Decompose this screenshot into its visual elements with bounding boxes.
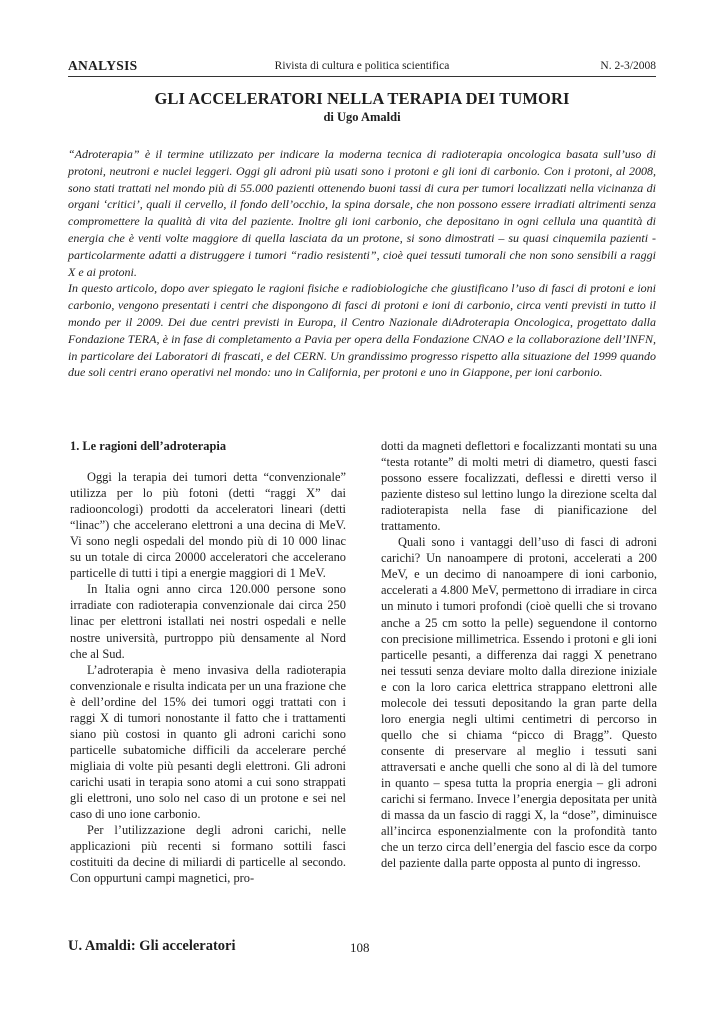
journal-name: ANALYSIS	[68, 58, 138, 73]
body-paragraph: Quali sono i vantaggi dell’uso di fasci di adroni carichi? Un nanoampere di protoni, accelerati a 200 MeV, e un decimo di nanoampere di ioni carbonio, accelerati a 4.800 MeV, permettono di irradiare in circa un minuto i tumori profondi (cioè quelli che si trovano anche a 25 cm sotto la pelle) seguendone il contorno con precisione millimetrica. Essendo i protoni e gli ioni particelle pesanti, a differenza dai raggi X penetrano nei tessuti senza deviare molto dalla direzione iniziale e con la loro carica elettrica strappano elettroni alle molecole dei tessuti depositando la gran parte della loro energia negli ultimi centimetri di percorso in quello che si chiama “picco di Bragg”. Questo consente di preservare al meglio i tessuti sani attraversati e anche quelli che sono al di là del tumore in quanto – spesa tutta la propria energia – gli adroni carichi si fermano. Invece l’energia depositata per unità di massa da un fascio di raggi X, la “dose”, diminuisce all’incirca esponenzialmente con la profondità tanto che un terzo circa dell’energia del fascio esce da corpo del paziente dalla parte opposta al punto di ingresso.	[381, 535, 657, 871]
journal-subtitle: Rivista di cultura e politica scientifica	[274, 60, 450, 72]
abstract-paragraph: “Adroterapia” è il termine utilizzato per indicare la moderna tecnica di radioterapia oncologica basata sull’uso di protoni, neutroni e nuclei leggeri. Oggi gli adroni più usati sono i protoni e gli ioni di carbonio. Con i protoni, al 2008, sono stati trattati nel mondo più di 55.000 pazienti ottenendo buoni tassi di cura per tumori localizzati nella vicinanza di organi ‘critici’, quali il cervello, il fondo dell’occhio, la spina dorsale, che non possono essere irradiati altrimenti senza compromettere la qualità di vita del paziente. Inoltre gli ioni carbonio, che depositano in ogni cellula una quantità di energia che è venti volte maggiore di quella lasciata da un protone, si sono dimostrati – su quasi cinquemila pazienti - particolarmente adatti a distruggere i tumori “radio resistenti”, cioè quei tessuti tumorali che non sono sensibili a raggi X e ai protoni.	[68, 147, 656, 279]
left-column	[70, 438, 346, 886]
abstract-paragraph: In questo articolo, dopo aver spiegato le ragioni fisiche e radiobiologiche che giustificano l’uso di fasci di protoni e ioni carbonio, vengono presentati i centri che dispongono di fasci di protoni e ioni di carbonio, circa venti previsti in tutto il mondo per il 2009. Dei due centri previsti in Europa, il Centro Nazionale diAdroterapia Oncologica, progettato dalla Fondazione TERA, è in fase di completamento a Pavia per opera della Fondazione CNAO e la collaborazione dell’INFN, in particolare dei Laboratori di frascati, e del CERN. Un grandissimo progresso rispetto alla situazione del 1999 quando due soli centri erano operativi nel mondo: uno in California, per protoni e uno in Giappone, per ioni carbonio.	[68, 281, 656, 380]
body-paragraph: dotti da magneti deflettori e focalizzanti montati su una “testa rotante” di molti metri di diametro, questi fasci possono essere focalizzati, deflessi e diretti verso il paziente disteso sul lettino lungo la direzione scelta dal radioterapista nella fase di pianificazione del trattamento.	[381, 439, 657, 534]
body-paragraph: Oggi la terapia dei tumori detta “convenzionale” utilizza per lo più fotoni (detti “raggi X” dai radiooncologi) prodotti da acceleratori lineari (detti “linac”) che accelerano elettroni a una decina di MeV. Vi sono negli ospedali del mondo più di 10 000 linac su un totale di circa 20000 acceleratori che accelerano particelle di tutti i tipi a energie maggiori di 1 MeV.	[70, 470, 346, 581]
issue-number: N. 2-3/2008	[600, 60, 656, 72]
section-heading: 1. Le ragioni dell’adroterapia	[70, 439, 227, 453]
body-paragraph: L’adroterapia è meno invasiva della radioterapia convenzionale e risulta indicata per un una frazione che è dell’ordine del 15% dei tumori oggi trattati con i raggi X di tumori nonostante il fatto che i trattamenti siano più costosi in quanto gli adroni carichi sono particelle subatomiche difficili da accelerare perché migliaia di volte più pesanti degli elettroni. Gli adroni carichi usati in terapia sono atomi a cui sono strappati gli elettroni, uno solo nel caso di un protone e sei nel caso di uno ione carbonio.	[70, 662, 346, 822]
running-footer-title: U. Amaldi: Gli acceleratori	[68, 938, 236, 954]
abstract	[68, 146, 656, 381]
running-header	[68, 58, 656, 77]
body-paragraph: Per l’utilizzazione degli adroni carichi, nelle applicazioni più recenti si formano sottili fasci costituiti da decine di miliardi di particelle al secondo. Con oppurtuni campi magnetici, pro-	[70, 823, 346, 886]
body-paragraph: In Italia ogni anno circa 120.000 persone sono irradiate con radioterapia convenzionale dai circa 250 linac per elettroni istallati nei nostri ospedali e nelle nostre università, purtroppo più densamente al Nord che al Sud.	[70, 582, 346, 661]
article-title: GLI ACCELERATORI NELLA TERAPIA DEI TUMORI	[154, 89, 570, 108]
article-author: di Ugo Amaldi	[323, 110, 401, 124]
right-column	[381, 438, 657, 871]
page-number: 108	[350, 940, 370, 955]
